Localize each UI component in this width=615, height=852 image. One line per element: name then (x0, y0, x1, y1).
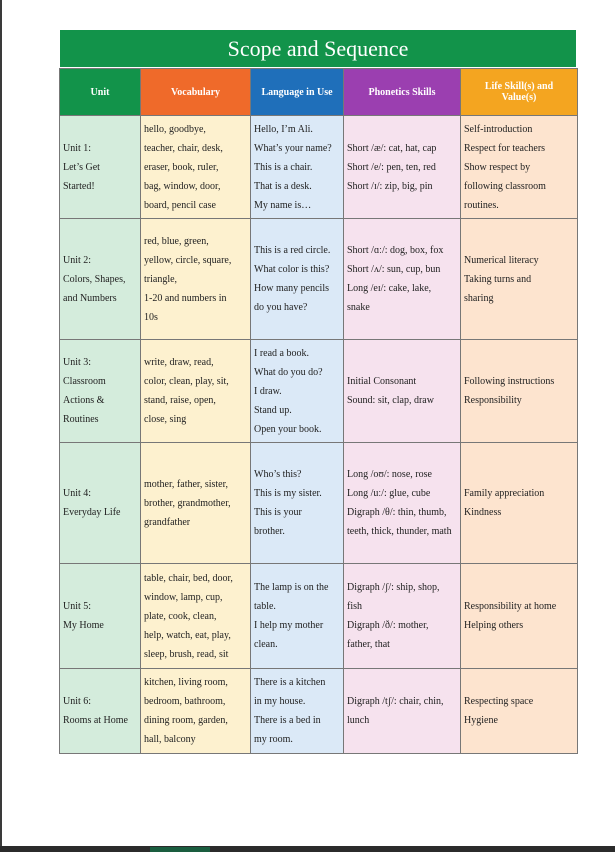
cell-life-skills-line: Show respect by (464, 161, 531, 173)
cell-phonetics-skills-line: Short /e/: pen, ten, red (347, 161, 436, 173)
cell-language-in-use-line: I read a book. (254, 347, 309, 359)
cell-vocabulary-line: hello, goodbye, (144, 123, 206, 135)
cell-life-skills (461, 669, 578, 754)
cell-language-in-use-line: do you have? (254, 302, 308, 313)
cell-vocabulary-line: eraser, book, ruler, (144, 161, 219, 173)
cell-life-skills-line: Respect for teachers (464, 142, 546, 154)
cell-language-in-use-line: This is my sister. (254, 488, 322, 499)
cell-vocabulary-line: help, watch, eat, play, (144, 629, 231, 641)
cell-language-in-use-line: clean. (254, 639, 278, 650)
cell-language-in-use (251, 116, 344, 219)
cell-life-skills (461, 564, 578, 669)
cell-phonetics-skills (344, 219, 461, 340)
cell-life-skills-line: Responsibility at home (464, 601, 557, 612)
cell-phonetics-skills-line: Short /æ/: cat, hat, cap (347, 142, 437, 154)
page-bottom-accent (150, 847, 210, 852)
cell-phonetics-skills-line: snake (347, 302, 370, 313)
table-row (60, 219, 578, 340)
table-row (60, 443, 578, 564)
cell-vocabulary (141, 564, 251, 669)
cell-vocabulary-line: board, pencil case (144, 199, 216, 211)
cell-life-skills-line: following classroom (464, 180, 546, 192)
cell-life-skills-line: Numerical literacy (464, 254, 539, 266)
cell-language-in-use (251, 669, 344, 754)
cell-unit-line: Unit 3: (63, 357, 92, 368)
cell-unit-line: Unit 6: (63, 696, 92, 707)
cell-vocabulary (141, 443, 251, 564)
cell-language-in-use-line: What color is this? (254, 264, 330, 275)
cell-phonetics-skills-line: lunch (347, 715, 370, 726)
cell-life-skills (461, 340, 578, 443)
cell-vocabulary-line: 1-20 and numbers in (144, 292, 227, 304)
cell-phonetics-skills-line: Initial Consonant (347, 376, 417, 387)
cell-language-in-use-line: There is a kitchen (254, 677, 326, 688)
table-row (60, 564, 578, 669)
cell-life-skills-line: Self-introduction (464, 123, 533, 135)
cell-phonetics-skills-line: Sound: sit, clap, draw (347, 395, 434, 406)
table-header-row (60, 69, 578, 116)
cell-phonetics-skills-line: Digraph /ʃ/: ship, shop, (347, 582, 440, 593)
cell-language-in-use (251, 340, 344, 443)
cell-language-in-use-line: My name is… (254, 199, 312, 211)
cell-phonetics-skills-line: fish (347, 601, 362, 612)
cell-unit-line: Let’s Get (63, 161, 100, 173)
cell-language-in-use-line: I help my mother (254, 620, 324, 631)
cell-phonetics-skills-line: father, that (347, 639, 390, 650)
cell-unit-line: Started! (63, 180, 95, 192)
cell-vocabulary-line: write, draw, read, (144, 357, 214, 368)
cell-phonetics-skills-line: Long /eɪ/: cake, lake, (347, 283, 432, 294)
cell-vocabulary-line: mother, father, sister, (144, 478, 229, 490)
cell-language-in-use-line: Hello, I’m Ali. (254, 123, 313, 135)
cell-phonetics-skills-line: Short /ʌ/: sun, cup, bun (347, 264, 441, 275)
cell-life-skills-line: Respecting space (464, 696, 534, 707)
cell-vocabulary-line: red, blue, green, (144, 235, 209, 247)
cell-vocabulary (141, 219, 251, 340)
cell-language-in-use-line: table. (254, 601, 276, 612)
cell-unit-line: Colors, Shapes, (63, 273, 126, 285)
cell-language-in-use-line: There is a bed in (254, 715, 321, 726)
cell-language-in-use-line: What’s your name? (254, 142, 332, 154)
cell-life-skills-line: Hygiene (464, 715, 498, 726)
cell-language-in-use-line: What do you do? (254, 366, 323, 378)
cell-language-in-use-line: How many pencils (254, 283, 329, 294)
cell-vocabulary-line: hall, balcony (144, 734, 196, 745)
cell-vocabulary (141, 340, 251, 443)
table-row (60, 669, 578, 754)
cell-unit (60, 669, 141, 754)
header-language-in-use: Language in Use (251, 69, 344, 116)
page-left-border (0, 0, 2, 852)
cell-vocabulary-line: color, clean, play, sit, (144, 376, 229, 387)
page-title: Scope and Sequence (60, 30, 576, 67)
header-unit: Unit (60, 69, 141, 116)
header-life-line-2: Value(s) (501, 92, 537, 103)
cell-unit-line: Classroom (63, 376, 106, 387)
cell-vocabulary-line: table, chair, bed, door, (144, 572, 233, 584)
scope-sequence-table (59, 68, 578, 754)
cell-phonetics-skills-line: Long /uː/: glue, cube (347, 488, 431, 499)
cell-vocabulary-line: yellow, circle, square, (144, 254, 232, 266)
cell-life-skills-line: Kindness (464, 507, 502, 518)
cell-unit (60, 564, 141, 669)
cell-life-skills-line: Helping others (464, 620, 524, 631)
cell-phonetics-skills (344, 669, 461, 754)
header-phonetics-skills: Phonetics Skills (344, 69, 461, 116)
cell-unit-line: Actions & (63, 395, 105, 406)
cell-life-skills-line: sharing (464, 292, 494, 304)
cell-life-skills (461, 219, 578, 340)
cell-language-in-use-line: This is your (254, 507, 302, 518)
header-vocabulary: Vocabulary (141, 69, 251, 116)
cell-unit-line: Unit 4: (63, 488, 92, 499)
cell-life-skills-line: Responsibility (464, 395, 522, 406)
cell-vocabulary-line: 10s (144, 311, 158, 323)
cell-unit-line: Rooms at Home (63, 715, 128, 726)
cell-unit-line: My Home (63, 620, 104, 631)
cell-life-skills-line: Family appreciation (464, 488, 545, 499)
cell-unit-line: Unit 1: (63, 142, 92, 154)
cell-phonetics-skills-line: Digraph /tʃ/: chair, chin, (347, 696, 444, 707)
cell-language-in-use-line: Stand up. (254, 404, 292, 416)
cell-phonetics-skills (344, 443, 461, 564)
table-row (60, 340, 578, 443)
cell-vocabulary-line: bag, window, door, (144, 180, 221, 192)
cell-phonetics-skills (344, 340, 461, 443)
cell-life-skills-line: Taking turns and (464, 273, 532, 285)
cell-language-in-use-line: brother. (254, 526, 285, 537)
cell-vocabulary-line: dining room, garden, (144, 715, 228, 726)
cell-phonetics-skills-line: Short /ɑː/: dog, box, fox (347, 245, 444, 256)
cell-life-skills (461, 443, 578, 564)
cell-language-in-use-line: This is a chair. (254, 161, 313, 173)
cell-language-in-use (251, 564, 344, 669)
cell-vocabulary-line: plate, cook, clean, (144, 610, 217, 622)
cell-vocabulary (141, 116, 251, 219)
cell-language-in-use-line: The lamp is on the (254, 582, 329, 593)
cell-vocabulary-line: teacher, chair, desk, (144, 142, 223, 154)
header-life-line-1: Life Skill(s) and (484, 81, 554, 92)
table-row (60, 116, 578, 219)
cell-vocabulary-line: brother, grandmother, (144, 497, 231, 509)
cell-life-skills-line: Following instructions (464, 376, 555, 387)
cell-vocabulary-line: bedroom, bathroom, (144, 696, 226, 707)
cell-phonetics-skills-line: Short /ɪ/: zip, big, pin (347, 180, 433, 192)
cell-language-in-use-line: Who’s this? (254, 469, 302, 480)
cell-unit (60, 219, 141, 340)
cell-unit-line: Routines (63, 414, 99, 425)
cell-unit-line: Everyday Life (63, 507, 121, 518)
cell-vocabulary-line: stand, raise, open, (144, 395, 216, 406)
cell-language-in-use-line: That is a desk. (254, 180, 312, 192)
cell-vocabulary-line: close, sing (144, 414, 187, 425)
cell-language-in-use-line: Open your book. (254, 423, 322, 435)
cell-language-in-use (251, 443, 344, 564)
cell-phonetics-skills-line: Digraph /θ/: thin, thumb, (347, 507, 447, 518)
cell-language-in-use-line: This is a red circle. (254, 245, 331, 256)
cell-unit-line: Unit 5: (63, 601, 92, 612)
cell-unit (60, 443, 141, 564)
cell-vocabulary (141, 669, 251, 754)
cell-vocabulary-line: window, lamp, cup, (144, 591, 223, 603)
cell-life-skills-line: routines. (464, 199, 499, 211)
header-life-skills (461, 69, 578, 116)
cell-phonetics-skills (344, 564, 461, 669)
cell-unit-line: and Numbers (63, 292, 117, 304)
cell-life-skills (461, 116, 578, 219)
cell-vocabulary-line: grandfather (144, 516, 191, 528)
cell-vocabulary-line: sleep, brush, read, sit (144, 648, 229, 660)
cell-vocabulary-line: kitchen, living room, (144, 677, 228, 688)
cell-language-in-use-line: my room. (254, 734, 293, 745)
cell-phonetics-skills-line: teeth, thick, thunder, math (347, 526, 452, 537)
cell-phonetics-skills-line: Digraph /ð/: mother, (347, 620, 429, 631)
page-bottom-border (0, 846, 615, 852)
cell-unit-line: Unit 2: (63, 254, 92, 266)
cell-phonetics-skills (344, 116, 461, 219)
cell-language-in-use-line: in my house. (254, 696, 306, 707)
cell-vocabulary-line: triangle, (144, 273, 178, 285)
cell-language-in-use (251, 219, 344, 340)
cell-language-in-use-line: I draw. (254, 385, 282, 397)
cell-phonetics-skills-line: Long /oʊ/: nose, rose (347, 469, 432, 480)
cell-unit (60, 116, 141, 219)
cell-unit (60, 340, 141, 443)
